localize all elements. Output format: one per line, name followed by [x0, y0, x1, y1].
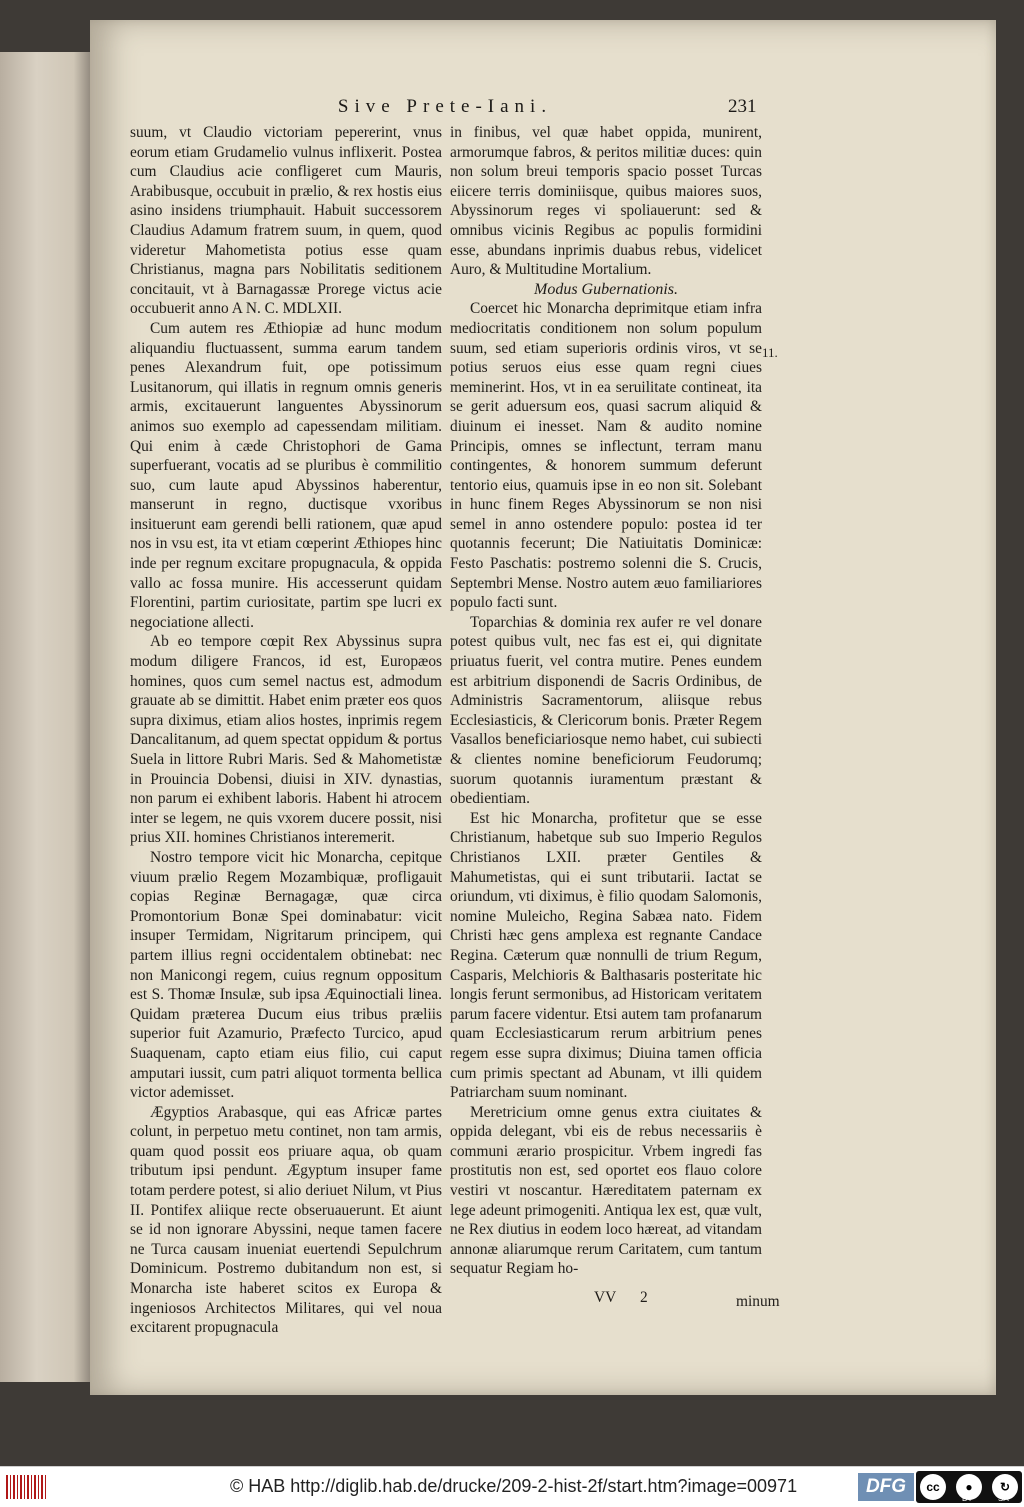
running-head: Sive Prete-Iani.: [337, 96, 553, 117]
paragraph: Cum autem res Æthiopiæ ad hunc modum aliquandiu fluctuassent, summa earum tandem penes Alexandrum fuit, ope potissimum Lusitanorum, qui illatis in regnum omnis generis armis, excitauerunt languentes Abyssinorum animos suo exemplo ad capessendam militiam. Qui enim à cæde Christophori de Gama superfuerant, vocatis ad se pluribus è commilitio suo, cum laute apud Abyssinos haberentur, manserunt in regno, ductisque vxoribus insituerunt eam gerendi belli rationem, quæ apud nos in vsu est, ita vt etiam cœperint Æthiopes hinc inde per regnum excitare propugnacula, & oppida vallo ac fossa munire. His accesserunt quidam Florentini, partim curiositate, partim spe lucri ex negociatione allecti.: [130, 319, 442, 631]
sa-label: SA: [998, 1494, 1009, 1503]
barcode-icon: [6, 1475, 46, 1499]
paragraph: in finibus, vel quæ habet oppida, munirent, armorumque fabros, & peritos militiæ duces: quin non solum breui temporis spacio posset Turcas eiicere terris dominiisque, quibus maiores suos, Abyssinorum reges vi spoliauerunt: sed & omnibus vicinis Regibus ac populis formidini esse, abundans inprimis duabus rebus, videlicet Auro, & Multitudine Mortalium.: [450, 124, 762, 279]
paragraph: Coercet hic Monarcha deprimitque etiam infra mediocritatis conditionem non solum populum suum, sed etiam superioris ordinis viros, vt se potius seruos eius esse quam regni ciues meminerint. Hos, vt in ea seruilitate contineat, ita se gerit aduersum eos, quasi sacrum aliquid & diuinum ei inesset. Nam & audito nomine Principis, omnes se inflectunt, terram manu contingentes, & honorem summum deferunt tentorio eius, quamuis ipse in eo non sit. Solebant in hunc finem Reges Abyssinorum se non nisi semel in anno ostendere populo: postea id ter quotannis fecerunt; Die Natiuitatis Dominicæ: Festo Paschatis: postremo solenni die S. Crucis, Septembri Mense. Nostro autem æuo familiariores populo facti sunt.: [450, 300, 762, 612]
facing-page-edge: [0, 52, 92, 1382]
paragraph: Est hic Monarcha, profitetur que se esse Christianum, habetque sub suo Imperio Regulos Christianos LXII. præter Gentiles & Mahumetistas, qui ei sunt tributarii. Iactat se oriundum, vti diximus, è filio quodam Salomonis, nomine Muleicho, Regina Sabæa nato. Fidem Christi hæc gens amplexa est regnante Candace Regina. Cæterum quæ nonnulli de trium Regum, Casparis, Melchioris & Balthasaris posteritate hic longis ferunt sermonibus, ad Historicam veritatem parum facere videntur. Etsi autem tam profanarum quam Ecclesiasticarum rerum arbitrium penes regem esse supra diximus; Diuina tamen officia cum primis spectant ad Abunam, vt illi quidem Patriarcham suum nominant.: [450, 809, 762, 1102]
paragraph: Ab eo tempore cœpit Rex Abyssinus supra modum diligere Francos, id est, Europæos homines, quos cum semel nactus est, admodum grauate ab se dimittit. Habet enim præter eos quos supra diximus, etiam alios hostes, inprimis regem Dancalitanum, ad quem spectat oppidum & portus Suela in littore Rubri Maris. Sed & Mahometistæ in Prouincia Dobensi, diuisi in XIV. dynastias, non parum ei exhibent laboris. Habent hi atrocem inter se legem, ne quis vxorem ducere possit, nisi prius XII. homines Christianos interemerit.: [130, 633, 442, 847]
copyright-link[interactable]: © HAB http://diglib.hab.de/drucke/209-2-hist-2f/start.htm?image=00971: [230, 1476, 798, 1496]
paragraph: Nostro tempore vicit hic Monarcha, cepitque viuum prælio Regem Mozambiquæ, profligauit copias Reginæ Bernagagæ, quæ circa Promontorium Bonæ Spei dominabatur: vicit insuper Termidam, Nigritarum principem, qui partem illius regni occidentalem obtinebat: nec non Manicongi regem, cuius regnum oppositum est S. Thomæ Insulæ, sub ipsa Æquinoctiali linea. Quidam præterea Ducum eius tribus præliis superior fuit Azamurio, Præfecto Turcico, apud Suaquenam, capto etiam eius filio, cui caput amputari iussit, cum patri aliquot tormenta bellica victor ademisset.: [130, 848, 442, 1102]
left-column: [130, 123, 442, 1338]
paragraph: suum, vt Claudio victoriam pepererint, vnus eorum etiam Grudamelio vulnus inflixerit. Postea cum Claudius acie confligeret cum Mauris, Arabibusque, occubuit in prælio, & rex hostis eius asino insidens triumphauit. Habuit successorem Claudius Adamum fratrem suum, in quem, quod videretur Mahometista potius esse quam Christianus, magna pars Nobilitatis seditionem concitauit, vt à Barnagassæ Prorege victus acie occubuerit anno A N. C. MDLXII.: [130, 124, 442, 318]
right-column: [450, 123, 762, 1279]
paragraph: Meretricium omne genus extra ciuitates & oppida delegant, vbi eis de rebus necessariis è communi ærario prospicitur. Vrbem ingredi fas prostitutis non est, sed oportet eos flauo colore vestiri vt noscantur. Hæreditatem paternam ex lege adeunt primogeniti. Antiqua lex est, quæ vult, ne Rex diutius in eodem loco hæreat, ad vitandam annonæ aliarumque rerum Caritatem, cum tantum sequatur Regiam ho-: [450, 1103, 762, 1278]
cc-icon: cc: [920, 1474, 946, 1500]
viewer-footer: [0, 1466, 1024, 1507]
paragraph: Toparchias & dominia rex aufer re vel donare potest quibus vult, nec fas est ei, qui dignitate priuatus fuerit, vel contra mutire. Penes eundem est arbitrium disponendi de Sacris Ordinibus, de Administris Sacramentorum, aliisque rebus Ecclesiasticis, & Clericorum bonis. Præter Regem Vasallos beneficiariosque nemo habet, cui subiecti & clientes nomine beneficiorum Feudorumq; suorum quotannis iuramentum præstant & obedientiam.: [450, 613, 762, 808]
paragraph: Ægyptios Arabasque, qui eas Africæ partes colunt, in perpetuo metu continet, non tam armis, quam quod possit eos priuare aqua, ob quam tributum ipsi pendunt. Ægyptum insuper fame totam perdere potest, si alio deriuet Nilum, vt Pius II. Pontifex aliique recte obseruauerunt. Et aiunt se id non ignorare Abyssini, neque tamen facere ne Turca causam inueniat euertendi Sepulchrum Dominicum. Postremo dubitandum non est, si Monarcha iste haberet scitos ex Europa & ingeniosos Architectos Militares, qui vel noua excitarent propugnacula: [130, 1103, 442, 1337]
catchword: minum: [736, 1293, 780, 1310]
section-heading: Modus Gubernationis.: [534, 280, 678, 298]
by-label: BY: [962, 1494, 973, 1503]
signature-mark: VV: [594, 1289, 617, 1306]
signature-number: 2: [640, 1289, 648, 1306]
dfg-logo[interactable]: DFG: [858, 1473, 914, 1501]
share-alike-icon: ↻: [992, 1474, 1018, 1500]
page-number: 231: [728, 96, 757, 117]
person-icon: ●: [956, 1474, 982, 1500]
cc-license-badge[interactable]: [916, 1471, 1022, 1503]
margin-note: 11.: [762, 345, 778, 360]
